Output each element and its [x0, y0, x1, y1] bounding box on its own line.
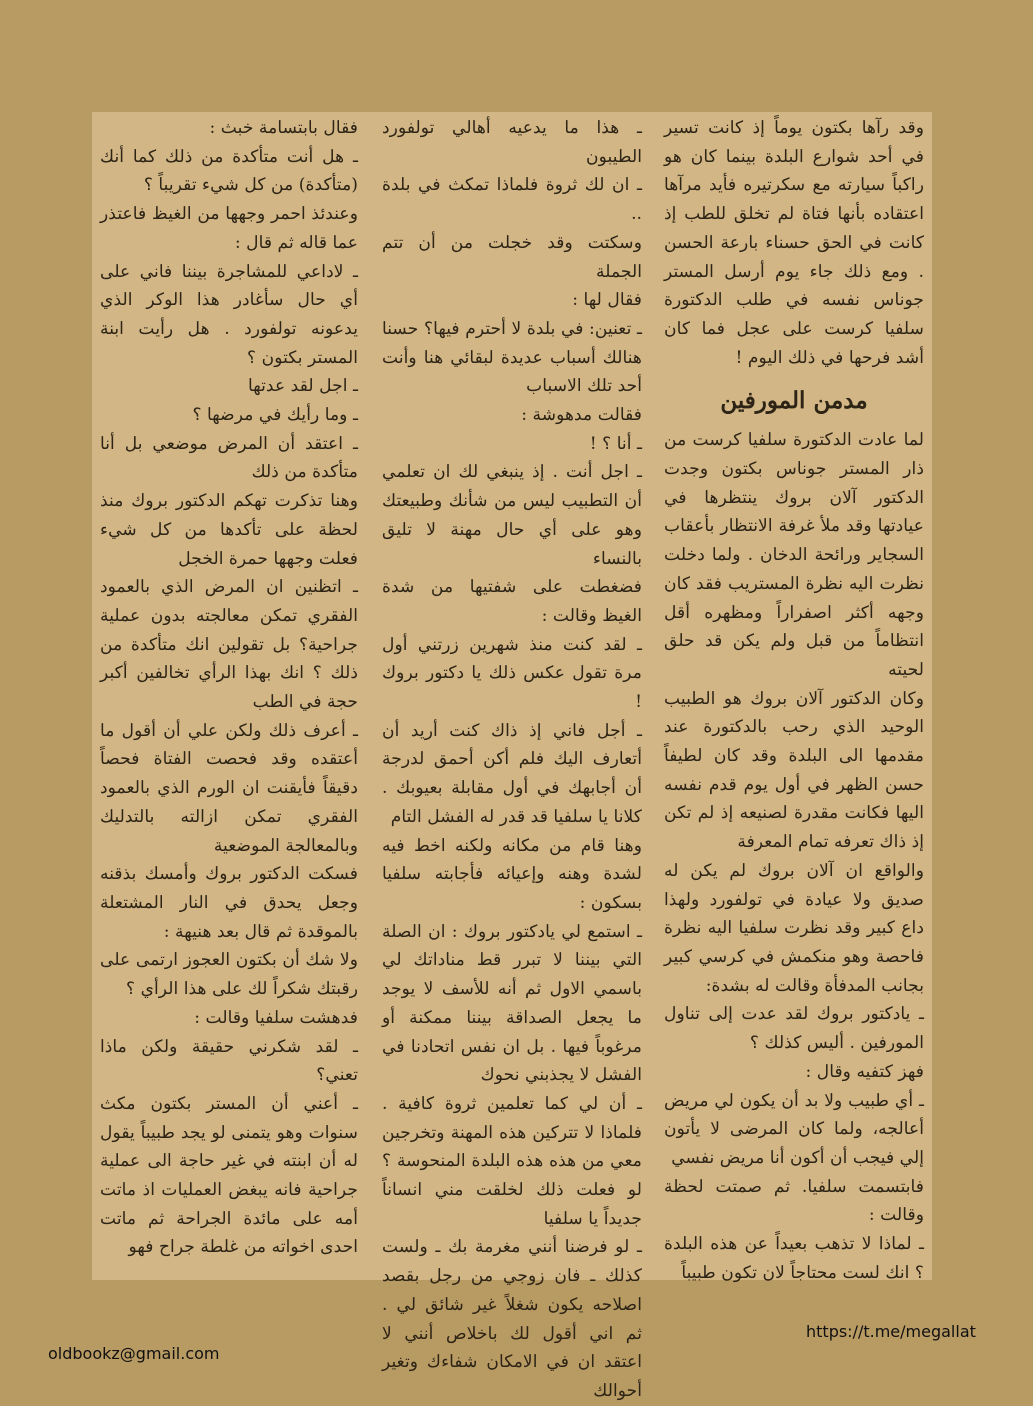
paragraph: ـ أعرف ذلك ولكن علي أن أقول ما أعتقده وقد فحصت الفتاة فحصاً دقيقاً فأيقنت ان الورم الذي بالعمود الفقري تمكن ازالته بالتدليك وبالمعالجة الموضعية	[100, 720, 358, 856]
paragraph: فدهشت سلفيا وقالت :	[194, 1007, 358, 1028]
column-left	[92, 112, 366, 1280]
paragraph: وسكتت وقد خجلت من أن تتم الجملة	[382, 232, 642, 282]
section-heading: مدمن المورفين	[720, 387, 868, 415]
paragraph: وهنا تذكرت تهكم الدكتور بروك منذ لحظة على تأكدها من كل شيء فعلت وجهها حمرة الخجل	[100, 491, 358, 569]
paragraph: ـ أعني أن المستر بكتون مكث سنوات وهو يتمنى لو يجد طبيباً يقول له أن ابنته في غير حاجة الى عملية جراحية فانه يبغض العمليات اذ ماتت أمه على مائدة الجراحة ثم ماتت احدى اخواته من غلطة جراح فهو	[100, 1093, 358, 1258]
paragraph: وعندئذ احمر وجهها من الغيظ فاعتذر عما قاله ثم قال :	[100, 204, 358, 253]
paragraph: ـ يادكتور بروك لقد عدت إلى تناول المورفين . أليس كذلك ؟	[664, 1004, 924, 1054]
paragraph: ـ لقد كنت منذ شهرين زرتني أول مرة تقول عكس ذلك يا دكتور بروك !	[382, 634, 642, 713]
paragraph: ـ أن لي كما تعلمين ثروة كافية . فلماذا لا تتركين هذه المهنة وتخرجين معي من هذه هذه البلدة المنحوسة ؟ لو فعلت ذلك لخلقت مني انساناً جديداً يا سلفيا	[382, 1093, 642, 1229]
paragraph: ـ اجل لقد عدتها	[247, 376, 358, 397]
paragraph: ـ لماذا لا تذهب بعيداً عن هذه البلدة ؟ انك لست محتاجاً لان تكون طبيباً	[664, 1234, 924, 1283]
paragraph: ـ لقد شكرني حقيقة ولكن ماذا تعني؟	[100, 1036, 358, 1086]
paragraph: فابتسمت سلفيا. ثم صمتت لحظة وقالت :	[664, 1176, 924, 1226]
footer-link[interactable]: https://t.me/megallat	[806, 1322, 976, 1341]
paragraph: فقال لها :	[572, 290, 642, 311]
paragraph: ـ أجل فاني إذ ذاك كنت أريد أن أتعارف اليك فلم أكن أحمق لدرجة أن أجابهك في أول مقابلة بعيوبك . كلانا يا سلفيا قد قدر له الفشل التام	[382, 720, 642, 827]
paragraph: ـ اجل أنت . إذ ينبغي لك ان تعلمي أن التطبيب ليس من شأنك وطبيعتك وهو على أي حال مهنة لا تليق بالنساء	[382, 462, 642, 569]
paragraph: فضغطت على شفتيها من شدة الغيظ وقالت :	[382, 577, 642, 626]
paragraph: والواقع ان آلان بروك لم يكن له صديق ولا عيادة في تولفورد ولهذا داع كبير وقد نظرت سلفيا اليه نظرة فاحصة وهو منكمش في كرسي كبير بجانب المدفأة وقالت له بشدة:	[664, 860, 924, 996]
paragraph: ـ وما رأيك في مرضها ؟	[192, 405, 358, 426]
paragraph: ـ لاداعي للمشاجرة بيننا فاني على أي حال سأغادر هذا الوكر الذي يدعونه تولفورد . هل رأيت ابنة المستر بكتون ؟	[100, 261, 358, 368]
paragraph: ـ استمع لي يادكتور بروك : ان الصلة التي بيننا لا تبرر قط مناداتك لي باسمي الاول ثم أنه للأسف لا يوجد ما يجعل الصداقة بيننا ممكنة أو مرغوباً فيها . بل ان نفس اتحادنا في الفشل لا يجذبني نحوك	[382, 921, 642, 1086]
paragraph: فهز كتفيه وقال :	[805, 1061, 924, 1082]
paragraph: ـ اعتقد أن المرض موضعي بل أنا متأكدة من ذلك	[100, 433, 358, 483]
paragraph: ـ اتظنين ان المرض الذي بالعمود الفقري تمكن معالجته بدون عملية جراحية؟ بل تقولين انك متأكدة من ذلك ؟ انك بهذا الرأي تخالفين أكبر حجة في الطب	[100, 577, 358, 713]
paragraph: وهنا قام من مكانه ولكنه اخط فيه لشدة وهنه وإعيائه فأجابته سلفيا بسكون :	[382, 835, 642, 913]
paragraph: ـ ان لك ثروة فلماذا تمكث في بلدة ..	[382, 175, 642, 225]
paragraph: ـ لو فرضنا أنني مغرمة بك ـ ولست كذلك ـ فان زوجي من رجل بقصد اصلاحه يكون شغلاً غير شائق لي . ثم اني أقول لك باخلاص أنني لا اعتقد ان في الامكان شفاءك وتغير أحوالك	[382, 1237, 642, 1401]
column-middle	[376, 112, 650, 1401]
paragraph: ـ أنا ؟ !	[589, 433, 642, 454]
paragraph: ـ هل أنت متأكدة من ذلك كما أنك (متأكدة) من كل شيء تقريباً ؟	[100, 146, 358, 196]
paragraph: لما عادت الدكتورة سلفيا كرست من ذار المستر جوناس بكتون وجدت الدكتور آلان بروك ينتظرها في عيادتها وقد ملأ غرفة الانتظار بأعقاب السجاير ورائحة الدخان . ولما دخلت نظرت اليه نظرة المستريب فقد كان وجهه أكثر اصفراراً ومظهره أقل انتظاماً من قبل ولم يكن قد حلق لحيته	[664, 430, 924, 680]
paragraph: وقد رآها بكتون يوماً إذ كانت تسير في أحد شوارع البلدة بينما كان هو راكباً سيارته مع سكرتيره فأيد مرآها اعتقاده بأنها فتاة لم تخلق للطب إذ كانت في الحق حسناء بارعة الحسن . ومع ذلك جاء يوم أرسل المستر جوناس نفسه في طلب الدكتورة سلفيا كرست على عجل فما كان أشد فرحها في ذلك اليوم !	[664, 118, 924, 368]
paragraph: وكان الدكتور آلان بروك هو الطبيب الوحيد الذي رحب بالدكتورة عند مقدمها الى البلدة وقد كان لطيفاً حسن الظهر في أول يوم قدم نفسه اليها فكانت مقدرة لصنيعه إذ لم تكن إذ ذاك تعرفه تمام المعرفة	[664, 688, 924, 853]
paragraph: ـ تعنين: في بلدة لا أحترم فيها؟ حسنا هنالك أسباب عديدة لبقائي هنا وأنت أحد تلك الاسباب	[382, 318, 642, 397]
footer-email[interactable]: oldbookz@gmail.com	[48, 1344, 220, 1363]
paragraph: ـ أي طبيب ولا بد أن يكون لي مريض أعالجه، ولما كان المرضى لا يأتون إلي فيجب أن أكون أنا مريض نفسي	[664, 1090, 924, 1168]
paragraph: ولا شك أن بكتون العجوز ارتمى على رقبتك شكراً لك على هذا الرأي ؟	[100, 950, 358, 1000]
paragraph: فسكت الدكتور بروك وأمسك بذقنه وجعل يحدق في النار المشتعلة بالموقدة ثم قال بعد هنيهة :	[100, 864, 358, 942]
paragraph: ـ هذا ما يدعيه أهالي تولفورد الطيبون	[382, 118, 642, 167]
paragraph: فقال بابتسامة خبث :	[209, 118, 358, 138]
paragraph: فقالت مدهوشة :	[521, 405, 642, 426]
column-right	[660, 112, 932, 1283]
